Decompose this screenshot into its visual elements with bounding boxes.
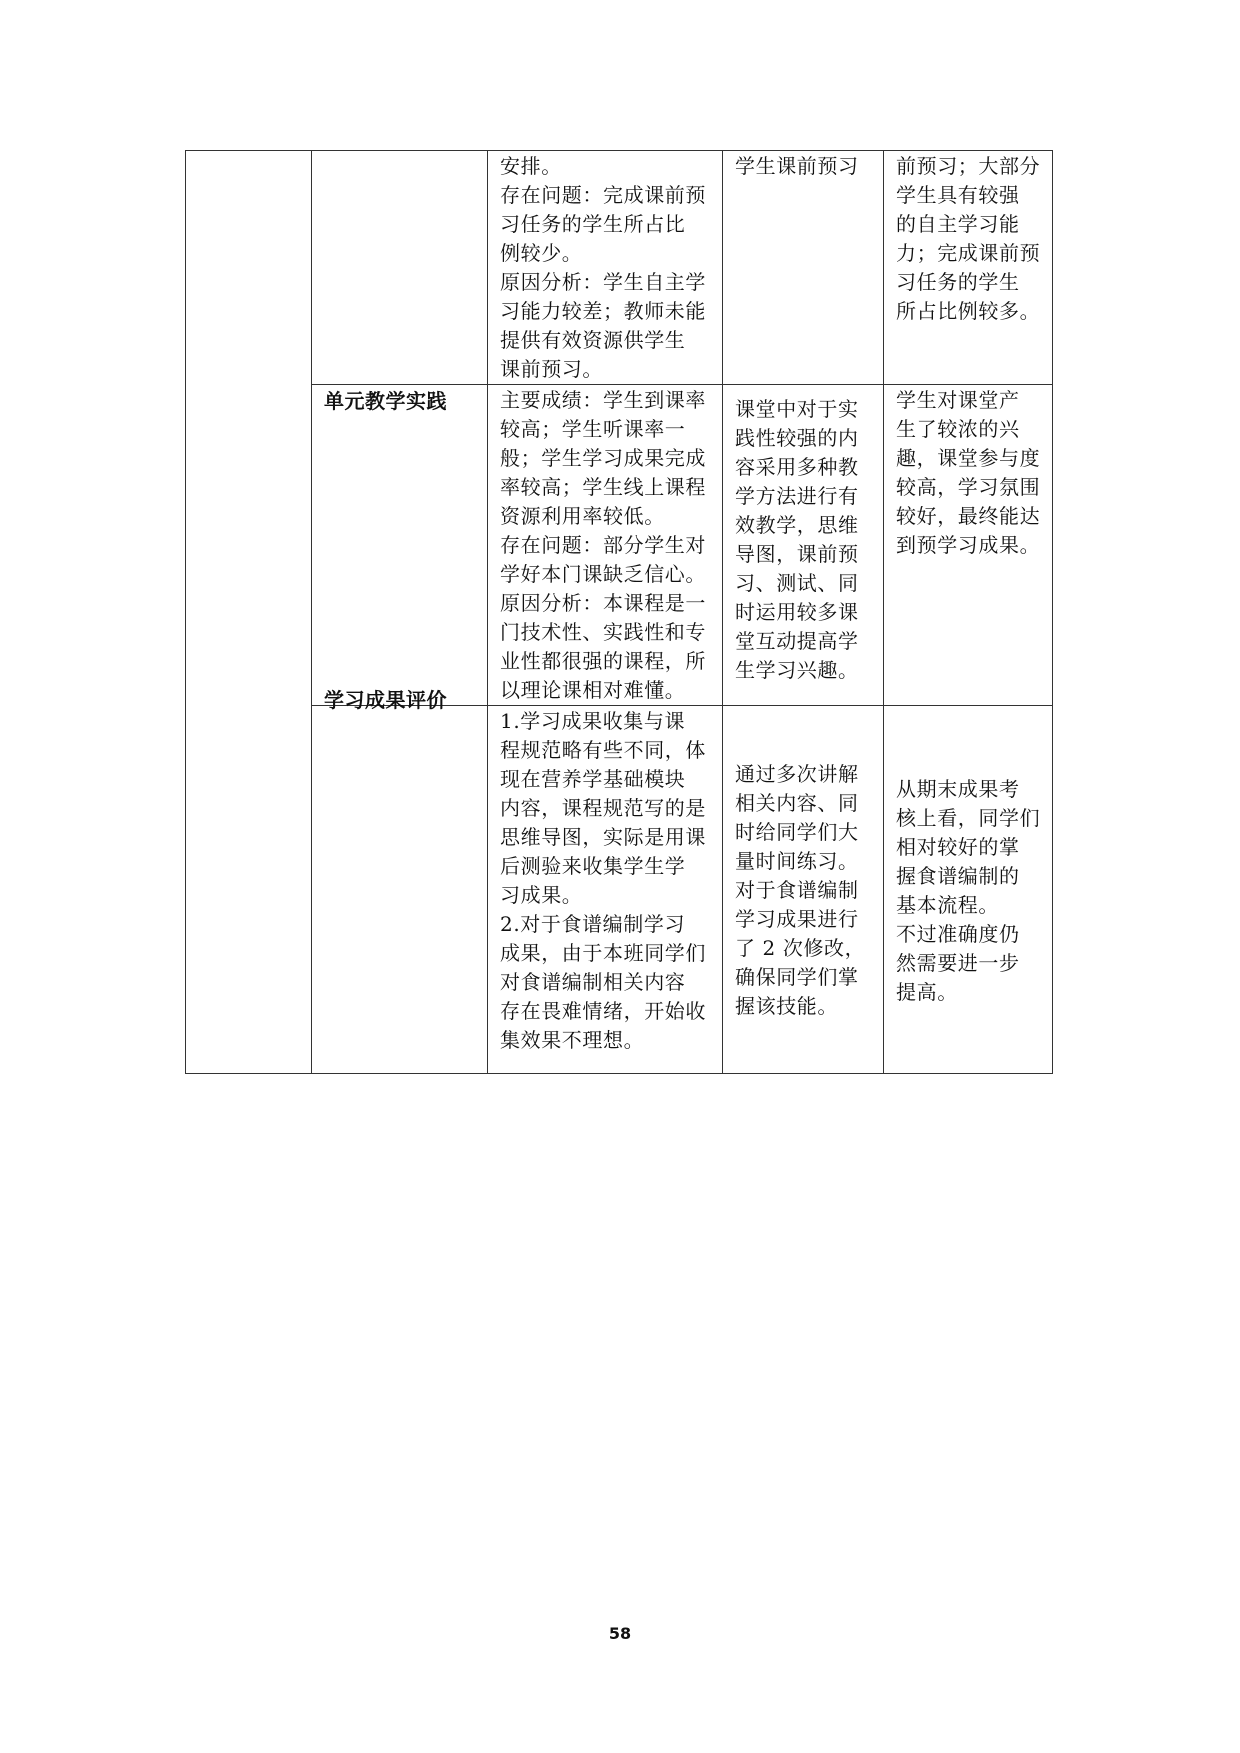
teaching-reflection-table — [185, 150, 1053, 1074]
problems-cell — [488, 151, 723, 385]
table-row — [186, 706, 1053, 1074]
table-row — [186, 385, 1053, 706]
effects-cell — [884, 385, 1053, 706]
problems-cell — [488, 385, 723, 706]
effects-text: 学生对课堂产 生了较浓的兴 趣，课堂参与度 较高，学习氛围 较好，最终能达 到预学习成果。 — [896, 388, 1041, 557]
item-label: 单元教学实践 — [324, 389, 447, 413]
measures-text: 学生课前预习 — [735, 154, 859, 178]
table-row — [186, 151, 1053, 385]
measures-text: 课堂中对于实 践性较强的内 容采用多种教 学方法进行有 效教学，思维 导图，课前预 习、测试、同 时运用较多课 堂互动提高学 生学习兴趣。 — [735, 397, 859, 682]
item-label-cell — [312, 385, 488, 706]
item-label-cell — [312, 688, 488, 1074]
effects-text: 从期末成果考 核上看，同学们 相对较好的掌 握食谱编制的 基本流程。 不过准确度仍 然需要进一步 提高。 — [896, 777, 1041, 1004]
measures-cell — [723, 151, 884, 385]
item-label-cell — [312, 151, 488, 385]
measures-text: 通过多次讲解 相关内容、同 时给同学们大 量时间练习。 对于食谱编制 学习成果进行 了 2 次修改， 确保同学们掌 握该技能。 — [735, 762, 866, 1018]
problems-text: 安排。 存在问题：完成课前预 习任务的学生所占比 例较少。 原因分析：学生自主学 习能力较差；教师未能 提供有效资源供学生 课前预习。 — [500, 154, 706, 381]
effects-cell — [884, 706, 1053, 1074]
effects-cell — [884, 151, 1053, 385]
category-cell — [186, 151, 312, 1074]
problems-cell — [488, 706, 723, 1074]
measures-cell — [723, 385, 884, 706]
item-label: 学习成果评价 — [324, 688, 447, 712]
effects-text: 前预习；大部分 学生具有较强 的自主学习能 力；完成课前预 习任务的学生 所占比例较多。 — [896, 154, 1041, 323]
problems-text: 1.学习成果收集与课 程规范略有些不同，体 现在营养学基础模块 内容，课程规范写的是 思维导图，实际是用课 后测验来收集学生学 习成果。 2.对于食谱编制学习 成果，由于本班同学们 对食谱编制相关内容 存在畏难情绪，开始收 集效果不理想。 — [500, 709, 706, 1052]
page-number: 58 — [608, 1624, 632, 1643]
measures-cell — [723, 706, 884, 1074]
problems-text: 主要成绩：学生到课率 较高；学生听课率一 般；学生学习成果完成 率较高；学生线上课程 资源利用率较低。 存在问题：部分学生对 学好本门课缺乏信心。 原因分析：本课程是一 门技术性、实践性和专 业性都很强的课程，所 以理论课相对难懂。 — [500, 388, 706, 702]
